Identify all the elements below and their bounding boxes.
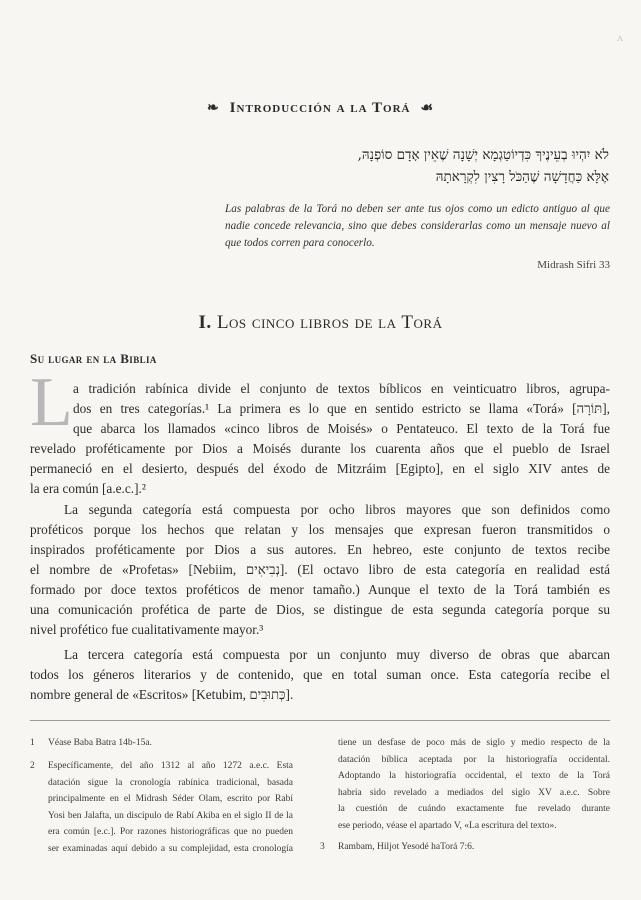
footnote-2-continued bbox=[338, 735, 610, 834]
paragraph-line: el nombre de «Profetas» [Nebiim, נְבִיאִים]. (El octavo libro de esta categoría en realidad está bbox=[30, 562, 610, 577]
ornament-left-icon: ❧ bbox=[206, 101, 220, 116]
epigraph-hebrew-line-2: אֶלָּא כַּחֲדָשָׁה שֶׁהַכֹּל רָצִין לִקְרָאתָהּ bbox=[435, 169, 609, 185]
section-title bbox=[0, 312, 641, 334]
paragraph-line: La segunda categoría está compuesta por ocho libros mayores que son definidos como bbox=[64, 502, 610, 517]
section-title-text: Los cinco libros de la Torá bbox=[216, 312, 443, 333]
footnote-line: la cuestión de cuándo exactamente fue revelado durante bbox=[338, 804, 610, 814]
drop-cap: L bbox=[30, 364, 73, 441]
paragraph-line: la era común [a.e.c.].² bbox=[30, 481, 146, 496]
footnote-line: datación bíblica aceptada por la historiografía occidental. bbox=[338, 754, 610, 765]
epigraph-hebrew-line-1: לֹא יִהְיוּ בְעֵינֶיךָ כִּדְיוֹטַגְמָא יְשָׁנָה שֶׁאֵין אָדָם סוֹפְנָהּ, bbox=[357, 147, 609, 163]
footnote-line: ese periodo, véase el apartado V, «La escritura del texto». bbox=[338, 820, 557, 831]
footnote-1 bbox=[30, 735, 293, 752]
ornament-right-icon: ☙ bbox=[420, 101, 435, 116]
footnote-line: Yosi ben Jalafta, un discípulo de Rabí Akiba en el siglo II de la bbox=[48, 810, 293, 821]
epigraph-translation: Las palabras de la Torá no deben ser ante tus ojos como un edicto antiguo al que nadie concede relevancia, sino que debes considerarlas como un mensaje nuevo al que todos corren para conocerlo. bbox=[225, 203, 610, 249]
footnote-2 bbox=[30, 758, 293, 857]
paragraph-line: revelado proféticamente por Dios a Moisés durante los cuarenta años que el pueblo de Israel bbox=[30, 441, 610, 456]
chapter-title bbox=[0, 100, 641, 117]
section-number: I. bbox=[198, 312, 212, 333]
paragraph-line: nombre general de «Escritos» [Ketubim, כְּתוּבִים]. bbox=[30, 687, 294, 702]
footnote-line: datación sigue la cronología rabínica tradicional, basada bbox=[48, 777, 293, 788]
paragraph-line: todos los géneros literarios y de contenido, que en total suman once. Esta categoría recibe el bbox=[30, 667, 610, 682]
footnote-number: 3 bbox=[320, 842, 325, 852]
corner-mark: ᴧ bbox=[617, 30, 623, 44]
footnote-text: Rambam, Hiljot Yesodé haTorá 7:6. bbox=[338, 842, 475, 852]
paragraph-line: dos en tres categorías.¹ La primera es lo que en sentido estricto se llama «Torá» [תּוֹרָה], bbox=[73, 401, 610, 416]
footnote-line: Adoptando la historiografía occidental, el texto de la Torá bbox=[338, 771, 610, 781]
paragraph-line: una comunicación profética de parte de Dios, se distingue de esta segunda categoría porque su bbox=[30, 602, 610, 617]
chapter-title-text: Introducción a la Torá bbox=[229, 100, 411, 116]
paragraph-line: que abarca los llamados «cinco libros de Moisés» o Pentateuco. El texto de la Torá fue bbox=[73, 421, 610, 436]
footnote-number: 1 bbox=[30, 738, 35, 748]
footnote-number: 2 bbox=[30, 761, 35, 771]
epigraph-source: Midrash Sifri 33 bbox=[537, 259, 610, 271]
footnote-line: tiene un desfase de poco más de siglo y medio respecto de la bbox=[338, 738, 610, 748]
footnote-line: habría sido revelado a mediados del siglo XV a.e.c. Sobre bbox=[338, 787, 610, 798]
footnote-line: ser examinadas aquí debido a su complejidad, esta cronología bbox=[48, 843, 293, 854]
subheading: Su lugar en la Biblia bbox=[30, 351, 157, 366]
paragraph-line: proféticos porque los hechos que relatan y los mensajes que expresan fueron transmitidos o bbox=[30, 522, 610, 537]
paragraph-line: nivel profético fue cualitativamente mayor.³ bbox=[30, 622, 264, 637]
footnote-text: Véase Baba Batra 14b-15a. bbox=[48, 738, 152, 748]
paragraph-line: formado por doce textos proféticos de menor tamaño.) Aunque el texto de la Torá también es bbox=[30, 582, 610, 597]
paragraph-line: a tradición rabínica divide el conjunto de textos bíblicos en veinticuatro libros, agrupa- bbox=[73, 381, 610, 396]
footnote-3 bbox=[320, 839, 610, 856]
paragraph-line: La tercera categoría está compuesta por un conjunto muy diverso de obras que abarcan bbox=[64, 647, 610, 662]
paragraph-line: permaneció en el desierto, después del éxodo de Mitzráim [Egipto], en el siglo XIV antes de bbox=[30, 461, 610, 476]
paragraph-line: inspirados proféticamente por Dios a sus autores. En hebreo, este conjunto de textos recibe bbox=[30, 542, 610, 557]
footnote-line: Específicamente, del año 1312 al año 1272 a.e.c. Esta bbox=[48, 761, 293, 771]
footnote-line: era común [e.c.]. Por razones historiográficas que no pueden bbox=[48, 827, 293, 837]
footnote-divider bbox=[30, 720, 610, 721]
footnote-line: principalmente en el Midrash Séder Olam, escrito por Rabí bbox=[48, 794, 293, 804]
